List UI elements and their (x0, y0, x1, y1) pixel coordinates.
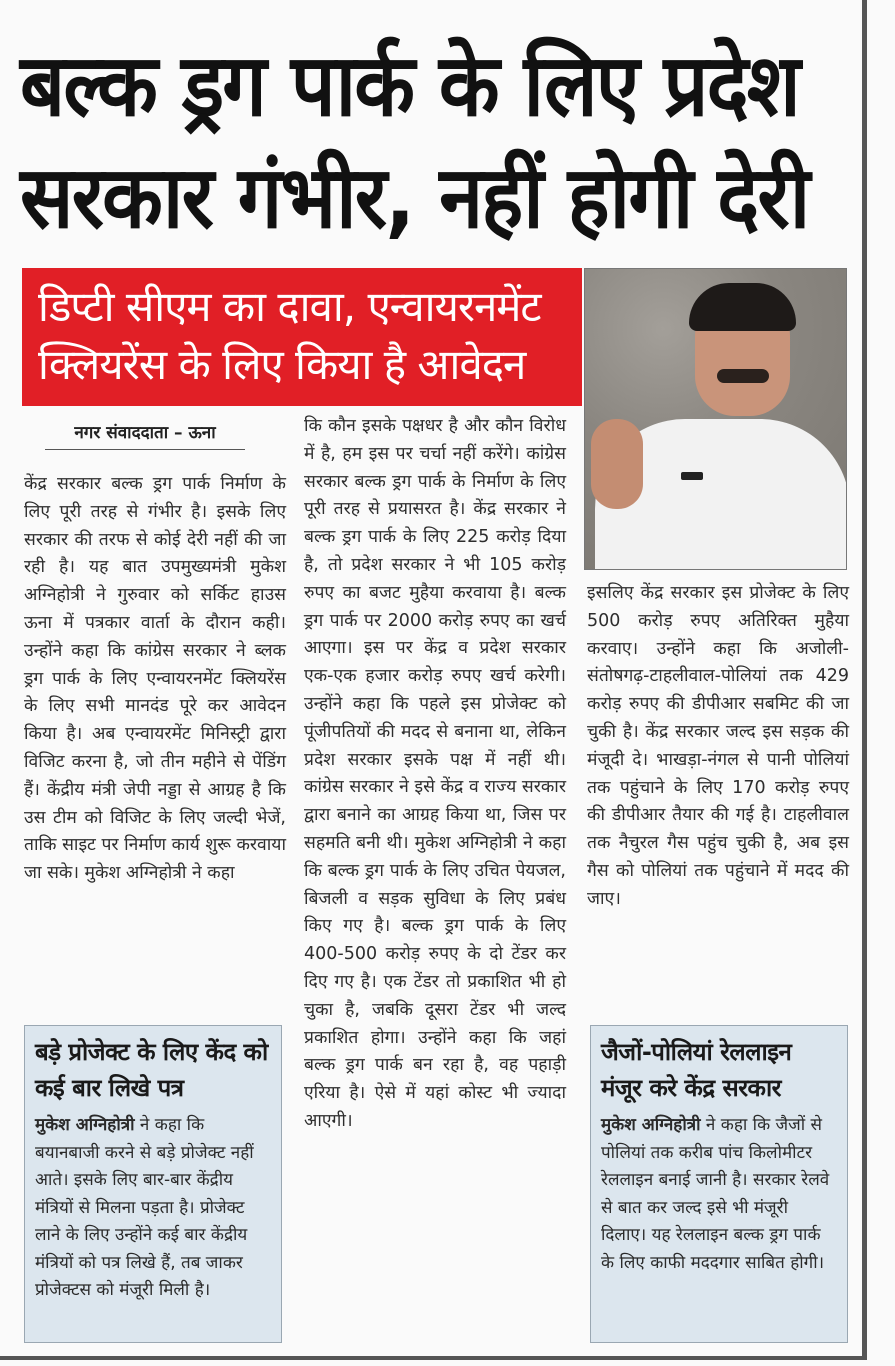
lapel-mic (681, 472, 703, 480)
column-text: कि कौन इसके पक्षधर है और कौन विरोध में है, हम इस पर चर्चा नहीं करेंगे। कांग्रेस सरकार बल्क ड्रग पार्क के निर्माण के लिए पूरी तरह से प्रयासरत है। केंद्र सरकार ने बल्क ड्रग पार्क के लिए 225 करोड़ दिया है, तो प्रदेश सरकार ने भी 105 करोड़ रुपए का बजट मुहैया करवाया है। बल्क ड्रग पार्क पर 2000 करोड़ रुपए का खर्च आएगा। इस पर केंद्र व प्रदेश सरकार एक-एक हजार करोड़ रुपए खर्च करेगी। उन्होंने कहा कि पहले इस प्रोजेक्ट को पूंजीपतियों की मदद से बनाना था, लेकिन प्रदेश सरकार इसके पक्ष में नहीं थी। कांग्रेस सरकार ने इसे केंद्र व राज्य सरकार द्वारा बनाने का आग्रह किया था, जिस पर सहमति बनी थी। मुकेश अग्निहोत्री ने कहा कि बल्क ड्रग पार्क के लिए उचित पेयजल, बिजली व सड़क सुविधा के लिए प्रबंध किए गए है। बल्क ड्रग पार्क के लिए 400-500 करोड़ रुपए के दो टेंडर कर दिए गए है। एक टेंडर तो प्रकाशित भी हो चुका है, जबकि दूसरा टेंडर भी जल्द प्रकाशित होगा। उन्होंने कहा कि जहां बल्क ड्रग पार्क बन रहा है, वह पहाड़ी एरिया है। ऐसे में यहां कोस्ट भी ज्यादा आएगी। (304, 416, 566, 1131)
sidebar-title: जैजों-पोलियां रेललाइन मंजूर करे केंद्र सरकार (601, 1038, 792, 1102)
headline (20, 30, 809, 254)
page-border-right (862, 0, 867, 1360)
sidebar-title: बड़े प्रोजेक्ट के लिए केंद को कई बार लिखे पत्र (35, 1038, 268, 1102)
sidebar-box-letters (24, 1025, 282, 1343)
headline-line-2: सरकार गंभीर, नहीं होगी देरी (20, 148, 809, 248)
article-column-3 (587, 580, 849, 914)
headline-line-1: बल्क ड्रग पार्क के लिए प्रदेश (20, 36, 799, 136)
portrait-photo (584, 268, 847, 570)
byline: नगर संवाददाता – ऊना (45, 420, 245, 450)
sidebar-body: मुकेश अग्निहोत्री ने कहा कि जैजों से पोलियां तक करीब पांच किलोमीटर रेललाइन बनाई जानी है। सरकार रेलवे से बात कर जल्द इसे भी मंजूरी दिलाए। यह रेललाइन बल्क ड्रग पार्क के लिए काफी मददगार साबित होगी। (601, 1115, 830, 1273)
column-text: केंद्र सरकार बल्क ड्रग पार्क निर्माण के लिए पूरी तरह से गंभीर है। इसके लिए सरकार की तरफ से कोई देरी नहीं की जा रही है। यह बात उपमुख्यमंत्री मुकेश अग्निहोत्री ने गुरुवार को सर्किट हाउस ऊना में पत्रकार वार्ता के दौरान कही। उन्होंने कहा कि कांग्रेस सरकार ने ब्लक ड्रग पार्क के लिए एन्वायरनमेंट क्लियरेंस के लिए सभी मानदंड पूरे कर आवेदन किया है। अब एन्वायरमेंट मिनिस्ट्री द्वारा विजिट करना है, जो तीन महीने से पेंडिंग हैं। केंद्रीय मंत्री जेपी नड्डा से आग्रह है कि उस टीम को विजिट के लिए जल्दी भेजें, ताकि साइट पर निर्माण कार्य शुरू करवाया जा सके। मुकेश अग्निहोत्री ने कहा (24, 474, 286, 884)
page-border-bottom (0, 1356, 867, 1360)
sidebar-lead: मुकेश अग्निहोत्री (35, 1115, 135, 1135)
column-text: इसलिए केंद्र सरकार इस प्रोजेक्ट के लिए 500 करोड़ रुपए अतिरिक्त मुहैया करवाए। उन्होंने कहा कि अजोली-संतोषगढ़-टाहलीवाल-पोलियां तक 429 करोड़ रुपए की डीपीआर सबमिट की जा चुकी है। केंद्र सरकार जल्द इस सड़क की मंजूदी दे। भाखड़ा-नंगल से पानी पोलियां तक पहुंचाने के लिए 170 करोड़ रुपए की डीपीआर तैयार की गई है। टाहलीवाल तक नैचुरल गैस पहुंच चुकी है, अब इस गैस को पोलियां तक पहुंचाने में मदद की जाए। (587, 583, 849, 909)
article-column-1 (24, 471, 286, 888)
subheadline-line-1: डिप्टी सीएम का दावा, एन्वायरनमेंट (38, 282, 541, 331)
article-column-2 (304, 413, 566, 1136)
sidebar-lead: मुकेश अग्निहोत्री (601, 1115, 701, 1135)
sidebar-body: मुकेश अग्निहोत्री ने कहा कि बयानबाजी करने से बड़े प्रोजेक्ट नहीं आते। इसके लिए बार-बार केंद्रीय मंत्रियों से मिलना पड़ता है। प्रोजेक्ट लाने के लिए उन्होंने कई बार केंद्रीय मंत्रियों को पत्र लिखे हैं, तब जाकर प्रोजेक्टस को मंजूरी मिली है। (35, 1115, 254, 1300)
sidebar-box-railline (590, 1025, 848, 1343)
subheadline-line-2: क्लियरेंस के लिए किया है आवेदन (38, 340, 526, 389)
subheadline-banner (22, 268, 582, 406)
